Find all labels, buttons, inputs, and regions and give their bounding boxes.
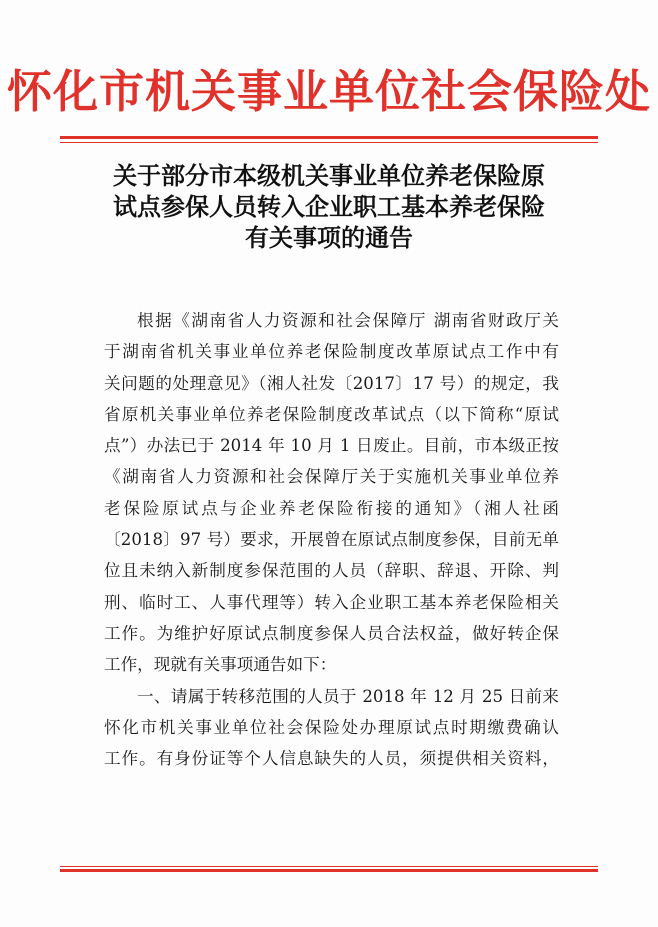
document-title [60, 161, 598, 254]
body-line: 老保险原试点与企业养老保险衔接的通知》（湘人社函 [104, 498, 559, 518]
title-line: 试点参保人员转入企业职工基本养老保险 [113, 193, 545, 221]
footer-rule-thick [60, 869, 598, 872]
document-body [104, 305, 559, 774]
letterhead-rule-thin [60, 142, 598, 143]
body-line: 一、请属于转移范围的人员于 2018 年 12 月 25 日前来 [137, 686, 559, 706]
body-line: 工作。为维护好原试点制度参保人员合法权益，做好转企保 [104, 623, 559, 643]
footer-rule-thin [60, 866, 598, 867]
letterhead-org-name: 怀化市机关事业单位社会保险处 [6, 65, 651, 118]
body-line: 位且未纳入新制度参保范围的人员（辞职、辞退、开除、判 [104, 561, 559, 581]
body-line: 省原机关事业单位养老保险制度改革试点（以下简称“原试 [104, 404, 559, 424]
body-line: 工作。有身份证等个人信息缺失的人员，须提供相关资料， [104, 749, 559, 769]
body-line: 《湖南省人力资源和社会保障厅关于实施机关事业单位养 [104, 467, 559, 487]
body-line: 关问题的处理意见》（湘人社发〔2017〕17 号）的规定，我 [104, 373, 559, 393]
body-line: 刑、临时工、人事代理等）转入企业职工基本养老保险相关 [104, 592, 559, 612]
letterhead-rule-thick [60, 136, 598, 139]
body-line: 〔2018〕97 号）要求，开展曾在原试点制度参保，目前无单 [104, 530, 559, 550]
body-line: 怀化市机关事业单位社会保险处办理原试点时期缴费确认 [104, 717, 559, 737]
title-line: 关于部分市本级机关事业单位养老保险原 [113, 162, 545, 190]
body-line: 根据《湖南省人力资源和社会保障厅 湖南省财政厅关 [137, 311, 559, 330]
body-line: 于湖南省机关事业单位养老保险制度改革原试点工作中有 [104, 342, 559, 362]
title-line: 有关事项的通告 [245, 224, 413, 252]
body-line: 工作，现就有关事项通告如下： [104, 655, 337, 675]
body-line: 点”）办法已于 2014 年 10 月 1 日废止。目前，市本级正按 [104, 436, 559, 456]
